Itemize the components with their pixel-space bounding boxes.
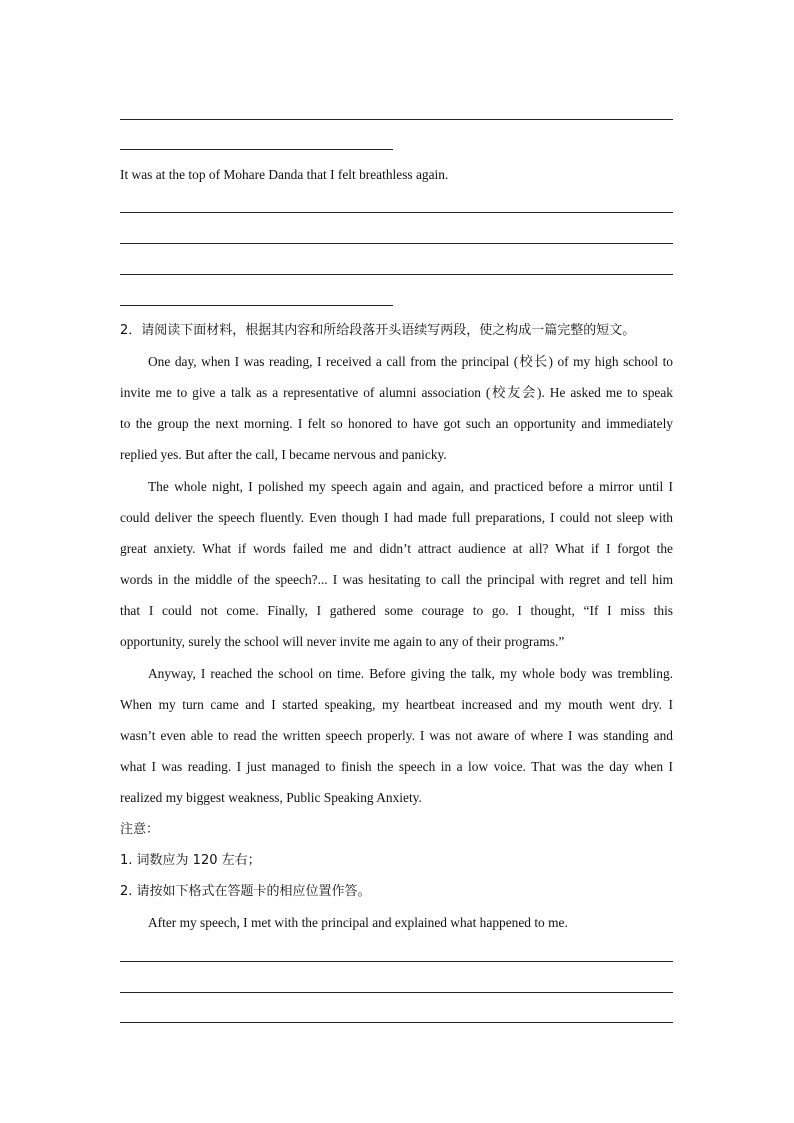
passage-line: realized my biggest weakness, Public Speaking Anxiety. [120, 790, 422, 805]
passage-line: replied yes. But after the call, I became nervous and panicky. [120, 447, 447, 462]
passage-line: Anyway, I reached the school on time. Before giving the talk, my whole body was trembling. [148, 666, 673, 681]
passage-line: wasn’t even able to read the written speech properly. I was not aware of where I was standing and [120, 728, 673, 743]
passage-line: great anxiety. What if words failed me and didn’t attract audience at all? What if I forgot the [120, 541, 673, 556]
answer-line [120, 961, 673, 962]
answer-line [120, 274, 673, 275]
note-item: 1. 词数应为 120 左右； [120, 853, 261, 868]
paragraph-start-sentence: It was at the top of Mohare Danda that I felt breathless again. [120, 167, 449, 182]
answer-line-short [120, 149, 393, 150]
answer-line [120, 243, 673, 244]
answer-line [120, 119, 673, 120]
passage-line: invite me to give a talk as a representative of alumni association (校友会). He asked me to speak [120, 385, 673, 400]
answer-line [120, 992, 673, 993]
passage-line: When my turn came and I started speaking, my heartbeat increased and my mouth went dry. I [120, 697, 673, 712]
passage-line: words in the middle of the speech?... I was hesitating to call the principal with regret and tell him [120, 572, 673, 587]
question-heading: 2．请阅读下面材料，根据其内容和所给段落开头语续写两段，使之构成一篇完整的短文。 [120, 323, 636, 338]
passage-line: opportunity, surely the school will never invite me again to any of their programs.” [120, 634, 565, 649]
notes-label: 注意： [120, 822, 160, 837]
passage-line: The whole night, I polished my speech again and again, and practiced before a mirror until I [148, 479, 673, 494]
answer-line [120, 1022, 673, 1023]
passage-line: to the group the next morning. I felt so honored to have got such an opportunity and immediately [120, 416, 673, 431]
paragraph-start-sentence: After my speech, I met with the principal and explained what happened to me. [148, 915, 568, 930]
answer-line [120, 212, 673, 213]
passage-line: that I could not come. Finally, I gathered some courage to go. I thought, “If I miss this [120, 603, 673, 618]
note-item: 2. 请按如下格式在答题卡的相应位置作答。 [120, 884, 371, 899]
passage-line: One day, when I was reading, I received a call from the principal (校长) of my high school to [148, 354, 673, 369]
passage-line: what I was reading. I just managed to finish the speech in a low voice. That was the day when I [120, 759, 673, 774]
answer-line-short [120, 305, 393, 306]
passage-line: could deliver the speech fluently. Even though I had made full preparations, I could not sleep with [120, 510, 673, 525]
